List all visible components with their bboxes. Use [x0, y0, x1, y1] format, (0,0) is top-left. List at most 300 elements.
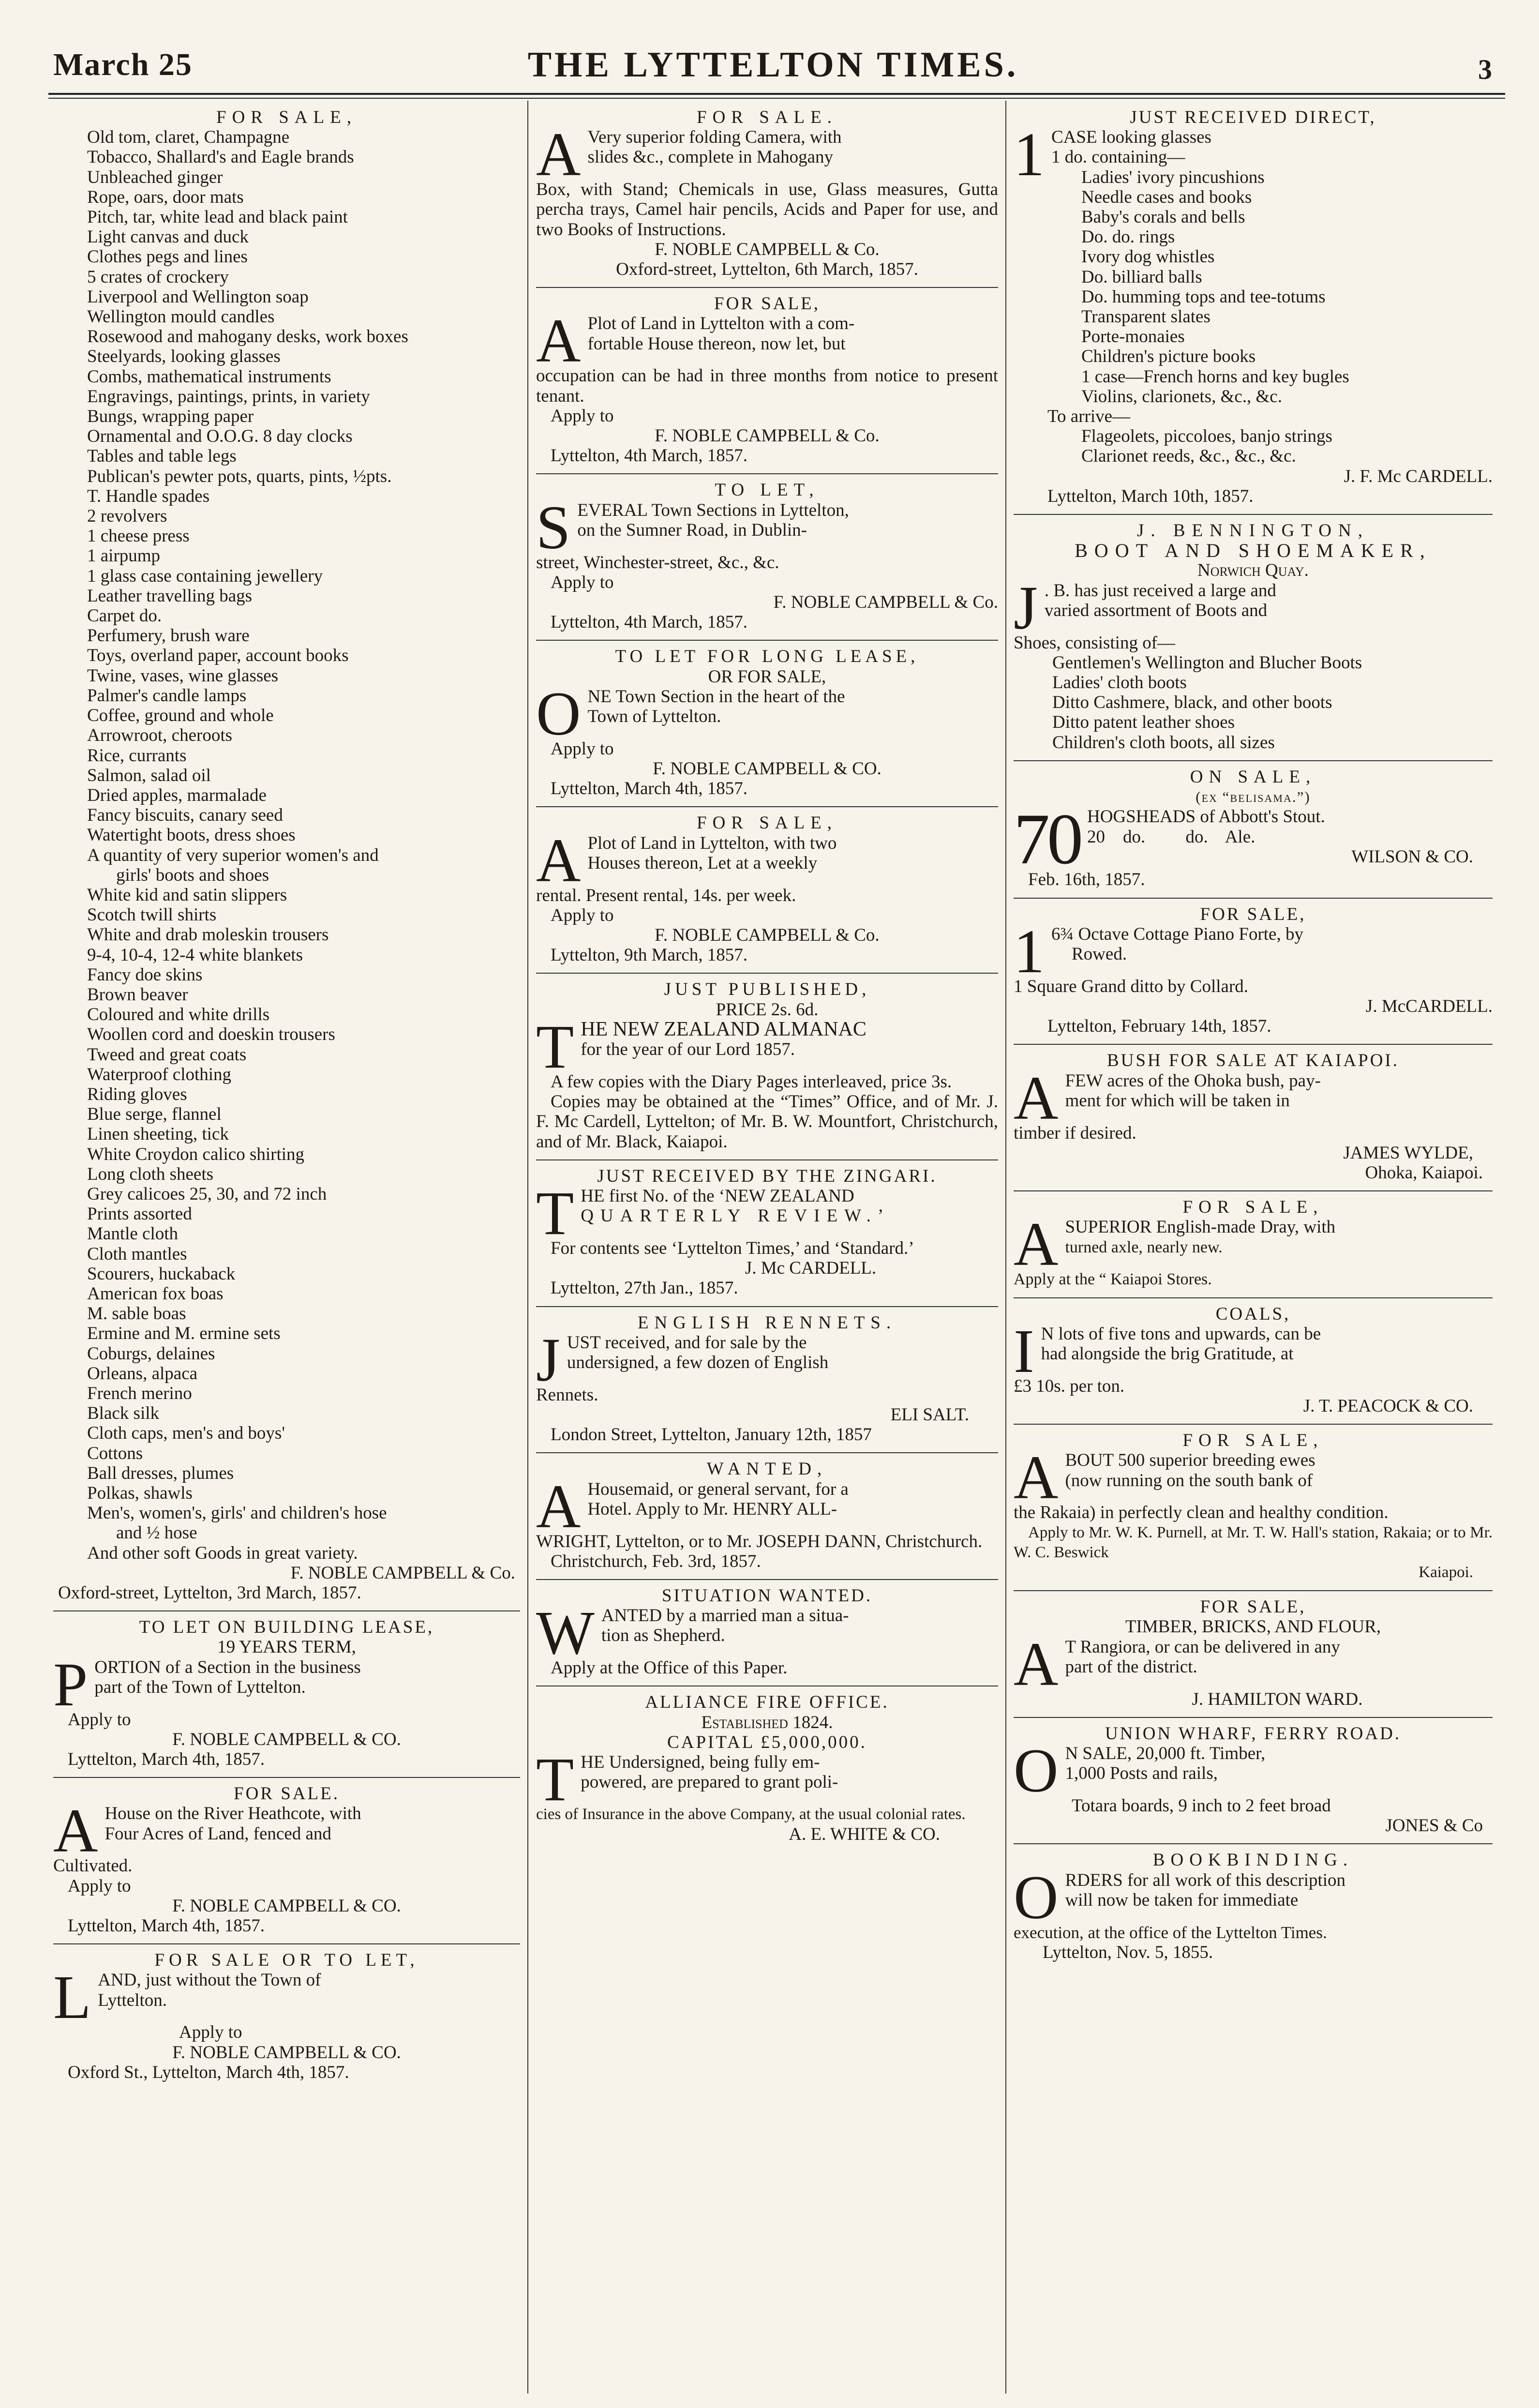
ad-established: Established 1824.: [701, 1712, 833, 1732]
goods-item: Publican's pewter pots, quarts, pints, ½pts.: [87, 466, 392, 486]
ad-dateline: Lyttelton, 4th March, 1857.: [551, 612, 747, 632]
ad-capital: CAPITAL £5,000,000.: [667, 1732, 867, 1752]
advertiser-name: F. NOBLE CAMPBELL & Co.: [655, 239, 880, 259]
advertiser-name: WILSON & CO.: [1351, 846, 1473, 867]
drop-cap: J: [1014, 573, 1038, 642]
received-item: Do. billiard balls: [1081, 267, 1202, 287]
ad-text: Rowed.: [1072, 944, 1127, 964]
drop-cap: A: [536, 1472, 581, 1541]
ad-text: WRIGHT, Lyttelton, or to Mr. JOSEPH DANN, Christchurch.: [536, 1531, 983, 1551]
column-3: [1014, 107, 1493, 1962]
goods-item: Long cloth sheets: [87, 1164, 214, 1184]
ad-separator: [53, 1610, 520, 1611]
ad-subheading: 19 YEARS TERM,: [217, 1637, 356, 1657]
ad-separator: [536, 1306, 998, 1307]
drop-cap: O: [536, 679, 581, 748]
ad-subheading: OR FOR SALE,: [708, 666, 826, 687]
ad-text: AND, just without the Town of: [98, 1970, 321, 1990]
ad-text: had alongside the brig Gratitude, at: [1041, 1343, 1294, 1364]
ad-dateline: London Street, Lyttelton, January 12th, 1857: [551, 1425, 872, 1445]
ad-text: the Rakaia) in perfectly clean and healthy condition.: [1014, 1503, 1389, 1523]
ad-separator: [1014, 760, 1493, 761]
ad-plot-two-houses: [536, 813, 998, 965]
ad-heading: FOR SALE,: [216, 107, 357, 127]
goods-item: Bungs, wrapping paper: [87, 406, 254, 427]
goods-item: Pitch, tar, white lead and black paint: [87, 207, 348, 227]
ad-text: Town of Lyttelton.: [587, 707, 721, 727]
ad-separator: [536, 473, 998, 474]
ad-alliance: [536, 1692, 998, 1844]
ad-heading: ENGLISH RENNETS.: [637, 1312, 897, 1333]
ad-heading: FOR SALE,: [714, 294, 820, 314]
ad-wanted: [536, 1459, 998, 1571]
goods-item: Coloured and white drills: [87, 1005, 270, 1025]
apply-label: Apply to: [551, 406, 614, 426]
drop-cap: A: [1014, 1629, 1059, 1699]
ad-heading: JUST PUBLISHED,: [664, 979, 870, 1000]
goods-item: Unbleached ginger: [87, 167, 223, 187]
ad-text: Apply at the Office of this Paper.: [551, 1658, 788, 1678]
goods-item: And other soft Goods in great variety.: [87, 1543, 358, 1563]
ad-price: PRICE 2s. 6d.: [716, 999, 819, 1020]
masthead: [53, 43, 1493, 86]
ad-almanac: [536, 979, 998, 1151]
goods-item: Old tom, claret, Champagne: [87, 127, 290, 148]
ad-heading: WANTED,: [706, 1459, 828, 1479]
ad-dateline: Lyttelton, February 14th, 1857.: [1047, 1016, 1271, 1037]
apply-label: Apply to: [551, 905, 614, 925]
goods-item: Grey calicoes 25, 30, and 72 inch: [87, 1184, 327, 1204]
goods-item: Orleans, alpaca: [87, 1363, 198, 1384]
ad-heading: FOR SALE,: [1182, 1430, 1324, 1451]
drop-cap: 1: [1014, 917, 1045, 986]
ad-separator: [1014, 1044, 1493, 1045]
column-divider-1: [527, 101, 528, 2393]
advertiser-name: J. Mc CARDELL.: [745, 1258, 877, 1279]
masthead-rule-thin: [48, 98, 1505, 99]
ad-dateline: Feb. 16th, 1857.: [1028, 870, 1145, 890]
goods-item: girls' boots and shoes: [116, 865, 269, 885]
ad-text: Rennets.: [536, 1385, 598, 1405]
ad-separator: [1014, 1590, 1493, 1591]
goods-item: Blue serge, flannel: [87, 1104, 222, 1125]
ad-heading: BUSH FOR SALE AT KAIAPOI.: [1106, 1051, 1400, 1071]
received-item: Children's picture books: [1081, 346, 1256, 367]
received-item: Violins, clarionets, &c., &c.: [1081, 386, 1282, 406]
ad-separator: [1014, 898, 1493, 899]
ad-dray: [1014, 1197, 1493, 1289]
received-item: Baby's corals and bells: [1081, 207, 1245, 227]
goods-item: Leather travelling bags: [87, 586, 253, 606]
ad-text: Cultivated.: [53, 1856, 133, 1876]
ad-house-heathcote: [53, 1784, 520, 1936]
ad-review: [536, 1166, 998, 1298]
advertiser-name: F. NOBLE CAMPBELL & Co.: [773, 592, 998, 613]
ad-subheading: TIMBER, BRICKS, AND FLOUR,: [1125, 1617, 1381, 1637]
advertiser-name: F. NOBLE CAMPBELL & CO.: [653, 759, 882, 779]
ad-separator: [536, 1159, 998, 1160]
column-2: [536, 107, 998, 1844]
goods-item: Carpet do.: [87, 606, 162, 626]
ad-text: 1 Square Grand ditto by Collard.: [1014, 976, 1249, 996]
ad-dateline: Lyttelton, March 4th, 1857.: [68, 1916, 265, 1936]
ad-situation: [536, 1586, 998, 1678]
drop-cap: A: [1014, 1210, 1059, 1279]
ad-heading: J. BENNINGTON,: [1136, 521, 1369, 541]
ad-text: EVERAL Town Sections in Lyttelton,: [577, 500, 849, 520]
boot-items-list: [1014, 653, 1493, 752]
ad-text: HE NEW ZEALAND ALMANAC: [581, 1018, 867, 1040]
goods-item: Dried apples, marmalade: [87, 785, 267, 805]
ad-text: HE first No. of the ‘NEW ZEALAND: [581, 1186, 854, 1206]
ad-dateline: Lyttelton, March 4th, 1857.: [551, 779, 747, 799]
ad-text: SUPERIOR English-made Dray, with: [1065, 1217, 1336, 1237]
ad-separator: [1014, 1190, 1493, 1191]
goods-item: French merino: [87, 1384, 192, 1403]
drop-cap: 1: [1014, 120, 1045, 189]
goods-item: 1 airpump: [87, 546, 161, 566]
ad-heading: TO LET,: [715, 480, 820, 500]
drop-cap: P: [53, 1650, 88, 1719]
advertiser-name: F. NOBLE CAMPBELL & CO.: [172, 1729, 401, 1749]
ad-text: part of the Town of Lyttelton.: [94, 1677, 306, 1697]
drop-cap: W: [536, 1598, 595, 1668]
ad-separator: [1014, 1424, 1493, 1425]
ad-heading: SITUATION WANTED.: [661, 1585, 873, 1606]
goods-item: Coffee, ground and whole: [87, 706, 274, 726]
goods-item: American fox boas: [87, 1283, 224, 1304]
ad-text: . B. has just received a large and: [1044, 580, 1276, 601]
goods-item: Cottons: [87, 1443, 143, 1463]
ad-separator: [53, 1943, 520, 1944]
ad-text: cies of Insurance in the above Company, at the usual colonial rates.: [536, 1805, 966, 1823]
ad-rennets: [536, 1313, 998, 1445]
ad-town-sections: [536, 480, 998, 632]
ad-text: undersigned, a few dozen of English: [567, 1352, 829, 1372]
ad-separator: [1014, 1717, 1493, 1718]
drop-cap: J: [536, 1325, 560, 1394]
advertiser-name: J. T. PEACOCK & CO.: [1303, 1396, 1473, 1416]
ad-separator: [536, 287, 998, 288]
ad-subheading: BOOT AND SHOEMAKER,: [1075, 540, 1432, 562]
ad-text: on the Sumner Road, in Dublin-: [577, 520, 807, 540]
goods-item: 5 crates of crockery: [87, 267, 229, 287]
goods-item: Linen sheeting, tick: [87, 1124, 229, 1144]
ad-text: for the year of our Lord 1857.: [581, 1039, 795, 1060]
ad-text: slides &c., complete in Mahogany: [587, 147, 834, 167]
ad-text: HE Undersigned, being fully em-: [581, 1752, 820, 1772]
apply-label: Apply to: [551, 572, 614, 592]
ad-piano: [1014, 904, 1493, 1037]
ad-text: UST received, and for sale by the: [567, 1332, 807, 1353]
goods-item: Coburgs, delaines: [87, 1343, 215, 1364]
ad-coals: [1014, 1304, 1493, 1416]
received-item: Do. do. rings: [1081, 227, 1175, 247]
ad-text: (now running on the south bank of: [1065, 1470, 1313, 1490]
ad-text: T Rangiora, or can be delivered in any: [1065, 1637, 1340, 1657]
goods-item: Cloth caps, men's and boys': [87, 1423, 285, 1444]
received-item: Ladies' ivory pincushions: [1081, 167, 1265, 187]
ad-text: Apply at the “ Kaiapoi Stores.: [1014, 1270, 1212, 1289]
goods-item: Ermine and M. ermine sets: [87, 1324, 281, 1344]
advertiser-name: JAMES WYLDE,: [1343, 1143, 1473, 1163]
advertiser-name: F. NOBLE CAMPBELL & CO.: [172, 1896, 401, 1916]
ad-dateline: Oxford-street, Lyttelton, 6th March, 1857.: [616, 259, 918, 280]
ad-text: tion as Shepherd.: [601, 1625, 725, 1646]
goods-item: Ornamental and O.O.G. 8 day clocks: [87, 426, 353, 447]
goods-item: Fancy doe skins: [87, 964, 203, 985]
ad-text: street, Winchester-street, &c., &c.: [536, 552, 779, 572]
ad-heading: JUST RECEIVED BY THE ZINGARI.: [597, 1166, 937, 1186]
ad-text: Very superior folding Camera, with: [587, 127, 842, 148]
ad-text: HOGSHEADS of Abbott's Stout.: [1087, 807, 1325, 827]
advertiser-name: ELI SALT.: [890, 1404, 969, 1425]
ad-separator: [536, 640, 998, 641]
advertiser-name: J. F. Mc CARDELL.: [1344, 466, 1493, 486]
ad-heading: FOR SALE OR TO LET,: [154, 1950, 419, 1971]
goods-item: Steelyards, looking glasses: [87, 346, 281, 367]
issue-date: March 25: [53, 47, 193, 82]
drop-cap: 70: [1014, 799, 1080, 880]
received-items-list: [1014, 167, 1493, 406]
advertiser-name: A. E. WHITE & CO.: [789, 1824, 940, 1845]
ad-text: Four Acres of Land, fenced and: [105, 1823, 331, 1844]
goods-item: Woollen cord and doeskin trousers: [87, 1024, 335, 1045]
ad-bush: [1014, 1051, 1493, 1183]
goods-item: Tables and table legs: [87, 446, 237, 467]
ad-heading: FOR SALE,: [1200, 904, 1306, 924]
goods-item: White and drab moleskin trousers: [87, 925, 329, 945]
goods-item: Black silk: [87, 1403, 160, 1424]
ad-land-without: [53, 1950, 520, 2082]
goods-item: Watertight boots, dress shoes: [87, 825, 296, 845]
ad-text: ORTION of a Section in the business: [94, 1657, 361, 1677]
ad-bookbinding: [1014, 1850, 1493, 1962]
goods-item: Scourers, huckaback: [87, 1264, 236, 1284]
ad-separator: [1014, 1297, 1493, 1298]
ad-text: fortable House thereon, now let, but: [587, 333, 846, 354]
ad-separator: [1014, 514, 1493, 515]
advertiser-name: F. NOBLE CAMPBELL & CO.: [172, 2042, 401, 2062]
ad-text: BOUT 500 superior breeding ewes: [1065, 1450, 1315, 1471]
drop-cap: O: [1014, 1863, 1059, 1932]
ad-bennington: [1014, 521, 1493, 752]
received-item: Transparent slates: [1081, 307, 1210, 327]
drop-cap: T: [536, 1178, 574, 1248]
goods-item: Rice, currants: [87, 745, 187, 766]
received-item: Needle cases and books: [1081, 187, 1252, 207]
boot-item: Gentlemen's Wellington and Blucher Boots: [1052, 652, 1362, 673]
ad-heading: FOR SALE,: [697, 813, 837, 833]
received-item: Do. humming tops and tee-totums: [1081, 286, 1326, 307]
goods-item: Cloth mantles: [87, 1244, 187, 1264]
goods-item: Ball dresses, plumes: [87, 1463, 234, 1483]
ad-text: QUARTERLY REVIEW.’: [581, 1206, 891, 1226]
ad-heading: JUST RECEIVED DIRECT,: [1130, 107, 1376, 127]
ad-dateline: Oxford-street, Lyttelton, 3rd March, 1857.: [58, 1583, 361, 1603]
goods-item: Polkas, shawls: [87, 1483, 193, 1504]
ad-heading: FOR SALE.: [234, 1784, 340, 1804]
ad-text: Hotel. Apply to Mr. HENRY ALL-: [587, 1499, 837, 1519]
ad-separator: [536, 806, 998, 807]
ad-heading: UNION WHARF, FERRY ROAD.: [1105, 1723, 1402, 1744]
ad-dateline: Oxford St., Lyttelton, March 4th, 1857.: [68, 2062, 349, 2082]
goods-item: Toys, overland paper, account books: [87, 646, 349, 666]
ad-heading: COALS,: [1215, 1304, 1291, 1324]
goods-item: Waterproof clothing: [87, 1064, 232, 1084]
ad-text: Housemaid, or general servant, for a: [587, 1479, 849, 1499]
ad-text: Plot of Land in Lyttelton with a com-: [587, 314, 855, 334]
goods-item: Engravings, paintings, prints, in variety: [87, 386, 370, 406]
apply-label: Apply to: [179, 2022, 242, 2043]
drop-cap: A: [1014, 1063, 1059, 1132]
ad-building-lease: [53, 1617, 520, 1769]
ad-dateline: Christchurch, Feb. 3rd, 1857.: [551, 1551, 761, 1571]
ad-ewes: [1014, 1430, 1493, 1582]
goods-item: White Croydon calico shirting: [87, 1144, 305, 1164]
ad-text: CASE looking glasses: [1051, 127, 1211, 148]
ad-heading: FOR SALE.: [697, 107, 837, 127]
ad-text: 20 do. do. Ale.: [1087, 827, 1255, 847]
drop-cap: A: [1014, 1443, 1059, 1512]
ad-dateline: Lyttelton, Nov. 5, 1855.: [1043, 1942, 1213, 1962]
goods-item: Perfumery, brush ware: [87, 626, 250, 646]
ad-location: Norwich Quay.: [1197, 560, 1309, 581]
ad-stout: [1014, 767, 1493, 890]
ad-text: A few copies with the Diary Pages interleaved, price 3s.: [551, 1071, 952, 1092]
arrive-items-list: [1014, 426, 1493, 466]
ad-text: 1,000 Posts and rails,: [1065, 1763, 1218, 1784]
ad-text: FEW acres of the Ohoka bush, pay-: [1065, 1070, 1321, 1091]
goods-item: Light canvas and duck: [87, 227, 249, 247]
advertiser-name: J. McCARDELL.: [1365, 996, 1493, 1016]
goods-item: Wellington mould candles: [87, 307, 275, 327]
boot-item: Ditto Cashmere, black, and other boots: [1052, 692, 1332, 713]
goods-item: T. Handle spades: [87, 486, 210, 506]
advertiser-name: F. NOBLE CAMPBELL & Co.: [290, 1563, 515, 1583]
ad-text: will now be taken for immediate: [1065, 1890, 1299, 1910]
ad-text: 6¾ Octave Cottage Piano Forte, by: [1051, 924, 1303, 944]
ad-plot-house: [536, 294, 998, 466]
goods-item: Twine, vases, wine glasses: [87, 665, 279, 686]
ad-separator: [536, 1579, 998, 1580]
goods-item: Fancy biscuits, canary seed: [87, 805, 283, 826]
masthead-rule: [48, 93, 1505, 95]
ad-dateline: Lyttelton, 4th March, 1857.: [551, 446, 747, 466]
ad-text: occupation can be had in three months from notice to present tenant.: [536, 366, 998, 406]
ad-text: varied assortment of Boots and: [1044, 600, 1268, 620]
ad-heading: FOR SALE,: [1200, 1597, 1306, 1617]
ad-text: RDERS for all work of this description: [1065, 1870, 1346, 1890]
ad-text: Apply to Mr. W. K. Purnell, at Mr. T. W. Hall's station, Rakaia; or to Mr. W. C. Beswick: [1014, 1523, 1493, 1561]
drop-cap: A: [536, 120, 581, 189]
goods-item: Combs, mathematical instruments: [87, 366, 331, 387]
ad-text: Box, with Stand; Chemicals in use, Glass measures, Gutta percha trays, Camel hair pencils, Acids and Paper for use, and two Books of Instructions.: [536, 180, 998, 240]
goods-item: 1 cheese press: [87, 526, 190, 546]
ad-received-direct: [1014, 107, 1493, 506]
ad-text: Lyttelton.: [98, 1990, 167, 2010]
ad-ship-name: (ex “belisama.”): [1195, 788, 1311, 806]
arrive-item: Clarionet reeds, &c., &c., &c.: [1081, 446, 1296, 467]
goods-item: Tobacco, Shallard's and Eagle brands: [87, 147, 354, 167]
ad-text: ment for which will be taken in: [1065, 1090, 1290, 1111]
advertiser-name: J. HAMILTON WARD.: [1192, 1689, 1363, 1709]
ad-heading: TO LET ON BUILDING LEASE,: [139, 1617, 434, 1638]
ad-text: Copies may be obtained at the “Times” Office, and of Mr. J. F. Mc Cardell, Lyttelton; of Mr. B. W. Mountfort, Christchurch, and of Mr. Black, Kaiapoi.: [536, 1092, 998, 1152]
drop-cap: O: [1014, 1736, 1059, 1805]
goods-item: Prints assorted: [87, 1204, 192, 1224]
goods-item: Salmon, salad oil: [87, 765, 211, 785]
advertiser-place: Ohoka, Kaiapoi.: [1365, 1162, 1483, 1183]
ad-separator: [1014, 1843, 1493, 1844]
arrive-item: Flageolets, piccoloes, banjo strings: [1081, 426, 1332, 447]
goods-item: and ½ hose: [116, 1523, 197, 1543]
goods-item: Mantle cloth: [87, 1224, 179, 1244]
ad-text: N SALE, 20,000 ft. Timber,: [1065, 1743, 1266, 1763]
ad-text: rental. Present rental, 14s. per week.: [536, 885, 796, 905]
goods-item: 9-4, 10-4, 12-4 white blankets: [87, 945, 303, 965]
goods-item: Liverpool and Wellington soap: [87, 286, 309, 307]
ad-timber: [1014, 1597, 1493, 1709]
ad-text: powered, are prepared to grant poli-: [581, 1772, 838, 1792]
ad-text: NE Town Section in the heart of the: [587, 686, 845, 707]
drop-cap: A: [53, 1796, 98, 1866]
ad-text: ANTED by a married man a situa-: [601, 1606, 849, 1626]
ad-text: Shoes, consisting of—: [1014, 632, 1176, 653]
received-item: 1 case—French horns and key bugles: [1081, 366, 1349, 387]
ad-text: House on the River Heathcote, with: [105, 1804, 361, 1824]
received-item: Ivory dog whistles: [1081, 247, 1215, 267]
drop-cap: T: [536, 1745, 574, 1814]
goods-item: 1 glass case containing jewellery: [87, 566, 323, 586]
ad-separator: [53, 1777, 520, 1778]
goods-item: A quantity of very superior women's and: [87, 845, 379, 865]
ad-dateline: Lyttelton, March 4th, 1857.: [68, 1749, 265, 1770]
ad-dateline: Lyttelton, 27th Jan., 1857.: [551, 1278, 738, 1298]
goods-item: Men's, women's, girls' and children's hose: [87, 1503, 387, 1523]
ad-text: Totara boards, 9 inch to 2 feet broad: [1072, 1795, 1331, 1816]
drop-cap: A: [536, 826, 581, 895]
ad-text: Houses thereon, Let at a weekly: [587, 853, 818, 873]
ad-text: turned axle, nearly new.: [1065, 1238, 1223, 1256]
boot-item: Children's cloth boots, all sizes: [1052, 732, 1275, 752]
drop-cap: T: [536, 1012, 574, 1081]
ad-dateline: Lyttelton, March 10th, 1857.: [1047, 486, 1254, 506]
drop-cap: I: [1014, 1316, 1034, 1385]
goods-item: Clothes pegs and lines: [87, 247, 248, 267]
goods-item: Scotch twill shirts: [87, 905, 217, 925]
goods-item: 2 revolvers: [87, 506, 167, 527]
ad-separator: [536, 973, 998, 974]
ad-separator: [536, 1452, 998, 1453]
ad-heading: FOR SALE,: [1182, 1197, 1324, 1218]
apply-label: Apply to: [551, 738, 614, 759]
ad-text: Plot of Land in Lyttelton, with two: [587, 833, 837, 853]
goods-item: Brown beaver: [87, 984, 188, 1005]
ad-heading: BOOKBINDING.: [1152, 1850, 1354, 1870]
goods-item: M. sable boas: [87, 1304, 186, 1324]
ad-text: £3 10s. per ton.: [1014, 1376, 1125, 1396]
ad-text: For contents see ‘Lyttelton Times,’ and ‘Standard.’: [551, 1238, 914, 1258]
drop-cap: L: [53, 1963, 91, 2032]
ad-camera: [536, 107, 998, 279]
goods-item: Riding gloves: [87, 1084, 187, 1104]
ad-heading: ALLIANCE FIRE OFFICE.: [645, 1692, 889, 1713]
ad-text: part of the district.: [1065, 1656, 1197, 1677]
goods-item: White kid and satin slippers: [87, 885, 287, 905]
column-divider-2: [1005, 101, 1006, 2393]
apply-label: Apply to: [68, 1709, 131, 1730]
